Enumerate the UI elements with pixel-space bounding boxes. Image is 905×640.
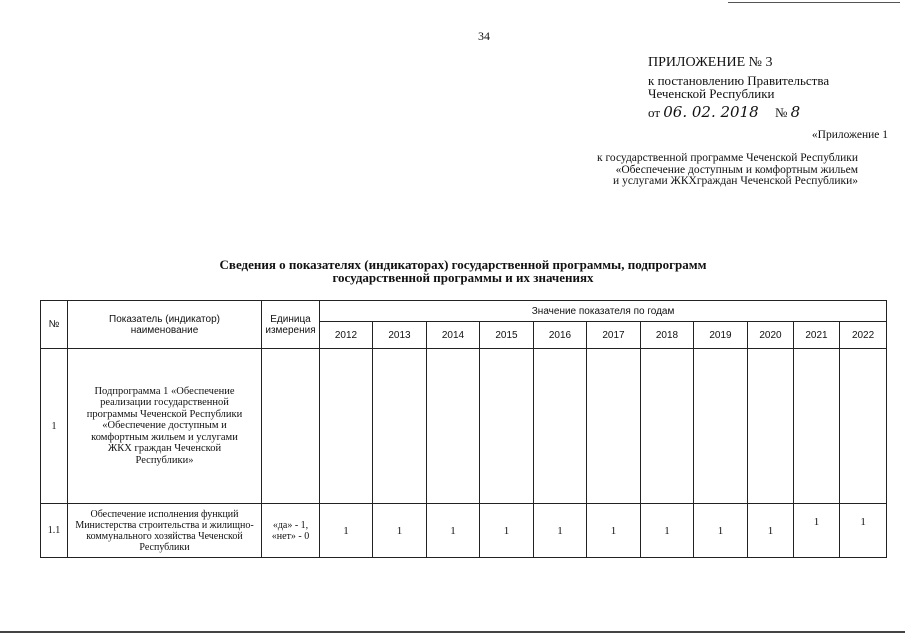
indicator-table [40,300,887,558]
empty-cell [262,349,320,504]
scan-edge-top [728,2,900,3]
empty-cell [748,349,794,504]
prilozhenie-label: «Приложение 1 [811,129,888,141]
value-cell: 1 [320,504,373,558]
year-cell: 2021 [794,322,840,349]
empty-cell [427,349,480,504]
value-cell: 1 [427,504,480,558]
date-prefix: от [648,105,661,120]
year-cell: 2017 [587,322,641,349]
empty-cell [587,349,641,504]
value-cell: 1 [587,504,641,558]
appendix-block [648,56,898,119]
handwritten-number: 8 [790,103,801,121]
year-cell: 2013 [373,322,427,349]
header-unit: Единица измерения [262,301,320,349]
year-cell: 2022 [840,322,887,349]
table-row-subprogram [41,349,887,504]
document-heading [40,259,886,284]
empty-cell [534,349,587,504]
value-cell: 1 [480,504,534,558]
empty-cell [641,349,694,504]
empty-cell [794,349,840,504]
header-values-by-year: Значение показателя по годам [320,301,887,322]
row-unit: «да» - 1, «нет» - 0 [262,504,320,558]
heading-line-2: государственной программы и их значениях [332,269,594,285]
value-cell: 1 [641,504,694,558]
heading-line-1: Сведения о показателях (индикаторах) государственной программы, подпрограмм [219,257,707,272]
appendix-line-1: к постановлению Правительства [648,73,830,88]
empty-cell [480,349,534,504]
year-cell: 2015 [480,322,534,349]
year-cell: 2012 [320,322,373,349]
header-indicator: Показатель (индикатор) наименование [68,301,262,349]
value-cell: 1 [748,504,794,558]
value-cell: 1 [534,504,587,558]
subprogram-no: 1 [41,349,68,504]
row-indicator-name: Обеспечение исполнения функций Министерства строительства и жилищно-коммунального хозяйства Чеченской Республики [68,504,262,558]
year-cell: 2014 [427,322,480,349]
empty-cell [694,349,748,504]
row-no: 1.1 [41,504,68,558]
value-cell: 1 [694,504,748,558]
gosprogram-line: и услугами ЖКХграждан Чеченской Республики» [613,175,858,188]
page-number: 34 [478,29,490,43]
value-cell: 1 [794,504,840,558]
appendix-line-2: Чеченской Республики [648,86,775,101]
table-row [41,504,887,558]
gosprogram-line: «Обеспечение доступным и комфортным жильем [615,163,858,176]
empty-cell [320,349,373,504]
appendix-title: ПРИЛОЖЕНИЕ № 3 [648,55,773,70]
gosprogram-block [597,153,858,188]
appendix-date-line [648,103,898,121]
year-cell: 2020 [748,322,794,349]
scan-edge-bottom [0,631,905,633]
number-prefix: № [774,105,788,120]
value-cell: 1 [840,504,887,558]
year-cell: 2016 [534,322,587,349]
header-no: № [41,301,68,349]
gosprogram-line: к государственной программе Чеченской Республики [597,152,858,164]
year-cell: 2018 [641,322,694,349]
empty-cell [373,349,427,504]
year-cell: 2019 [694,322,748,349]
value-cell: 1 [373,504,427,558]
table-header-row [41,301,887,322]
empty-cell [840,349,887,504]
handwritten-date: 06. 02. 2018 [663,103,759,121]
subprogram-name: Подпрограмма 1 «Обеспечение реализации государственной программы Чеченской Республики «Обеспечение доступным и комфортным жильем и услугами ЖКХ граждан Чеченской Республики» [68,349,262,504]
